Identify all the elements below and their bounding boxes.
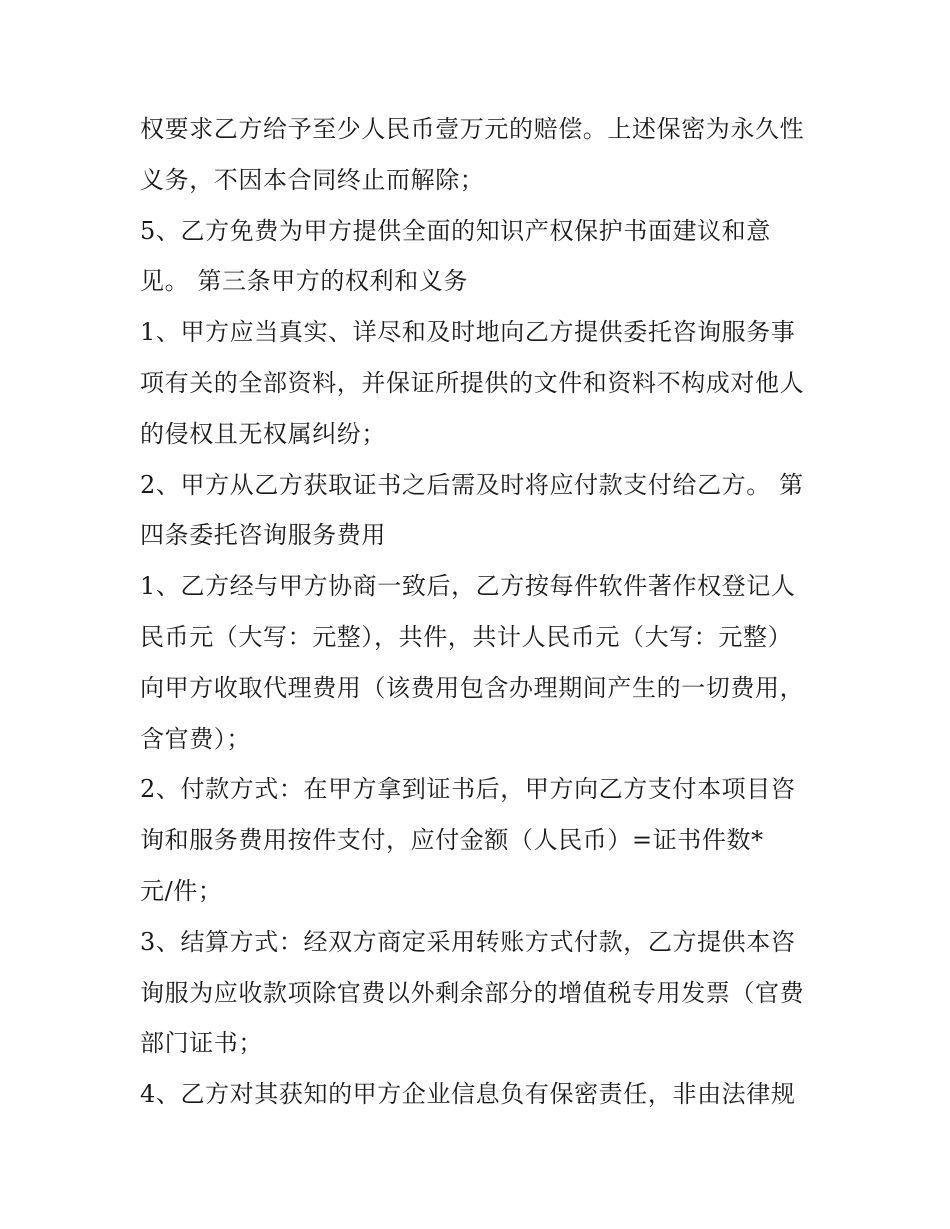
text-line-12: 向甲方收取代理费用（该费用包含办理期间产生的一切费用， [140,673,805,702]
text-line-11: 民币元（大写：元整），共件，共计人民币元（大写：元整） [140,622,793,651]
contract-text-body [140,104,830,1120]
text-line-18: 询服为应收款项除官费以外剩余部分的增值税专用发票（官费 [140,978,805,1007]
text-line-19: 部门证书； [140,1029,263,1058]
text-line-16: 元/件； [140,876,223,905]
text-line-1: 权要求乙方给予至少人民币壹万元的赔偿。上述保密为永久性 [140,115,805,143]
text-line-2: 义务，不因本合同终止而解除； [140,165,485,194]
text-line-9: 四条委托咨询服务费用 [140,521,386,550]
text-line-10: 1、乙方经与甲方协商一致后，乙方按每件软件著作权登记人 [140,572,796,601]
text-line-15: 询和服务费用按件支付，应付金额（人民币）=证书件数* [140,826,764,855]
text-line-13: 含官费）； [140,724,251,753]
text-line-7: 的侵权且无权属纠纷； [140,419,386,448]
text-line-4: 见。 第三条甲方的权利和义务 [140,267,469,296]
text-line-17: 3、结算方式：经双方商定采用转账方式付款，乙方提供本咨 [140,927,796,956]
text-line-20: 4、乙方对其获知的甲方企业信息负有保密责任，非由法律规 [140,1080,796,1109]
text-line-14: 2、付款方式：在甲方拿到证书后，甲方向乙方支付本项目咨 [140,775,796,804]
text-line-3: 5、乙方免费为甲方提供全面的知识产权保护书面建议和意 [140,216,771,245]
text-line-8: 2、甲方从乙方获取证书之后需及时将应付款支付给乙方。 第 [140,470,804,499]
text-line-6: 项有关的全部资料，并保证所提供的文件和资料不构成对他人 [140,368,805,397]
text-line-5: 1、甲方应当真实、详尽和及时地向乙方提供委托咨询服务事 [140,318,796,347]
